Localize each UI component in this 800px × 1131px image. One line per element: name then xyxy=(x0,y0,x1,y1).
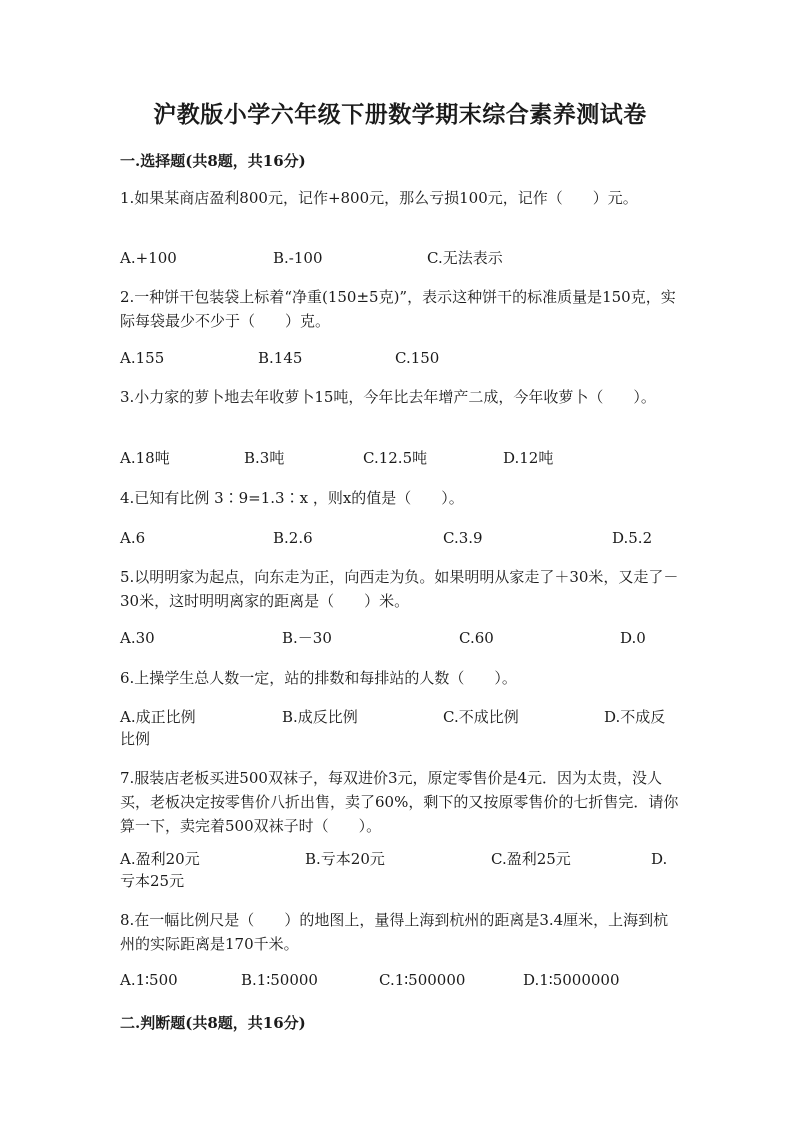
q8-option-d: D.1∶5000000 xyxy=(523,971,620,989)
q6-option-b: B.成反比例 xyxy=(282,708,358,726)
q4-option-a: A.6 xyxy=(120,529,146,547)
q2-option-a: A.155 xyxy=(120,349,165,367)
q7-option-c: C.盈利25元 xyxy=(491,850,571,868)
question-2: 2.一种饼干包装袋上标着“净重(150±5克)”，表示这种饼干的标准质量是150克，实际每袋最少不少于（ ）克。 xyxy=(120,288,676,330)
q3-option-a: A.18吨 xyxy=(120,449,170,467)
question-4: 4.已知有比例 3∶9=1.3∶x ，则x的值是（ ）。 xyxy=(120,489,464,507)
q7-option-a: A.盈利20元 xyxy=(120,850,200,868)
q3-option-c: C.12.5吨 xyxy=(363,449,428,467)
q4-option-c: C.3.9 xyxy=(443,529,483,547)
question-5: 5.以明明家为起点，向东走为正，向西走为负。如果明明从家走了＋30米，又走了－30米，这时明明离家的距离是（ ）米。 xyxy=(120,568,679,610)
q6-option-d: D.不成反 xyxy=(604,708,666,726)
q8-option-b: B.1∶50000 xyxy=(241,971,318,989)
q5-option-c: C.60 xyxy=(459,629,494,647)
q8-option-a: A.1∶500 xyxy=(120,971,178,989)
q6-option-c: C.不成比例 xyxy=(443,708,519,726)
section-heading-choice: 一.选择题(共8题，共16分) xyxy=(120,152,306,170)
q7-option-d-wrap: 亏本25元 xyxy=(120,872,185,890)
q4-option-b: B.2.6 xyxy=(273,529,313,547)
question-3: 3.小力家的萝卜地去年收萝卜15吨，今年比去年增产二成，今年收萝卜（ ）。 xyxy=(120,388,656,406)
q1-option-b: B.-100 xyxy=(273,249,323,267)
q5-option-a: A.30 xyxy=(120,629,155,647)
q1-option-a: A.+100 xyxy=(120,249,177,267)
q5-option-b: B.－30 xyxy=(282,629,332,647)
q1-option-c: C.无法表示 xyxy=(427,249,503,267)
q4-option-d: D.5.2 xyxy=(612,529,653,547)
q2-option-c: C.150 xyxy=(395,349,440,367)
page-title: 沪教版小学六年级下册数学期末综合素养测试卷 xyxy=(153,101,647,128)
question-8: 8.在一幅比例尺是（ ）的地图上，量得上海到杭州的距离是3.4厘米，上海到杭州的实际距离是170千米。 xyxy=(120,911,669,953)
question-1: 1.如果某商店盈利800元，记作+800元，那么亏损100元，记作（ ）元。 xyxy=(120,189,638,207)
q7-option-d: D. xyxy=(651,850,668,868)
question-7: 7.服装店老板买进500双袜子，每双进价3元，原定零售价是4元．因为太贵，没人买，老板决定按零售价八折出售，卖了60%，剩下的又按原零售价的七折售完．请你算一下，卖完着500双袜子时（ ）。 xyxy=(120,769,679,835)
q7-option-b: B.亏本20元 xyxy=(305,850,385,868)
section-heading-judgment: 二.判断题(共8题，共16分) xyxy=(120,1014,306,1032)
q3-option-d: D.12吨 xyxy=(503,449,554,467)
q2-option-b: B.145 xyxy=(258,349,303,367)
q6-option-d-wrap: 比例 xyxy=(120,730,151,748)
q5-option-d: D.0 xyxy=(620,629,646,647)
q3-option-b: B.3吨 xyxy=(244,449,285,467)
q6-option-a: A.成正比例 xyxy=(120,708,196,726)
question-6: 6.上操学生总人数一定，站的排数和每排站的人数（ ）。 xyxy=(120,669,517,687)
q8-option-c: C.1∶500000 xyxy=(379,971,466,989)
